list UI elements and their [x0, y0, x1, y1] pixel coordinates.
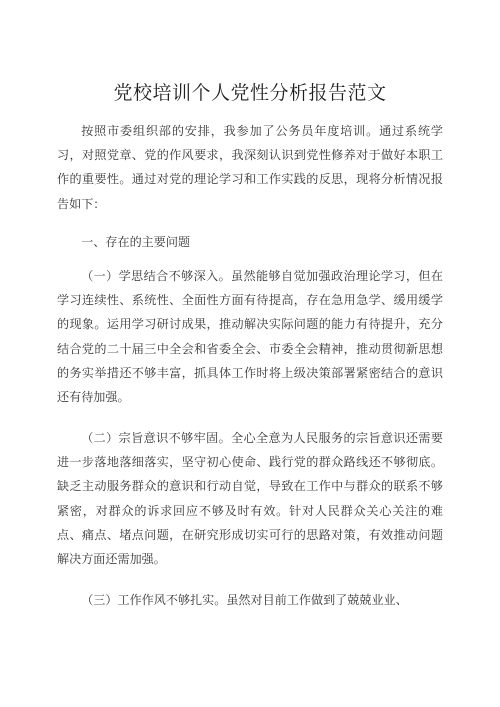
section-heading-main-problems: 一、存在的主要问题 [81, 235, 191, 249]
problem-item-2-paragraph: （二）宗旨意识不够牢固。全心全意为人民服务的宗旨意识还需要进一步落地落细落实，坚守初心使命、践行党的群众路线还不够彻底。缺乏主动服务群众的意识和行动自觉，导致在工作中与群众的联系不够紧密，对群众的诉求回应不够及时有效。针对人民群众关心关注的难点、痛点、堵点问题，在研究形成切实可行的思路对策，有效推动问题解决方面还需加强。 [57, 431, 443, 567]
intro-paragraph: 按照市委组织部的安排，我参加了公务员年度培训。通过系统学习，对照党章、党的作风要求，我深刻认识到党性修养对于做好本职工作的重要性。通过对党的理论学习和工作实践的反思，现将分析情况报告如下： [57, 124, 443, 211]
problem-item-1-paragraph: （一）学思结合不够深入。虽然能够自觉加强政治理论学习，但在学习连续性、系统性、全面性方面有待提高，存在急用急学、缓用缓学的现象。运用学习研讨成果，推动解决实际问题的能力有待提升，充分结合党的二十届三中全会和省委全会、市委全会精神，推动贯彻新思想的务实举措还不够丰富，抓具体工作时将上级决策部署紧密结合的意识还有待加强。 [57, 269, 443, 405]
problem-item-3-paragraph: （三）工作作风不够扎实。虽然对目前工作做到了兢兢业业、 [81, 593, 408, 607]
document-title: 党校培训个人党性分析报告范文 [113, 82, 387, 104]
